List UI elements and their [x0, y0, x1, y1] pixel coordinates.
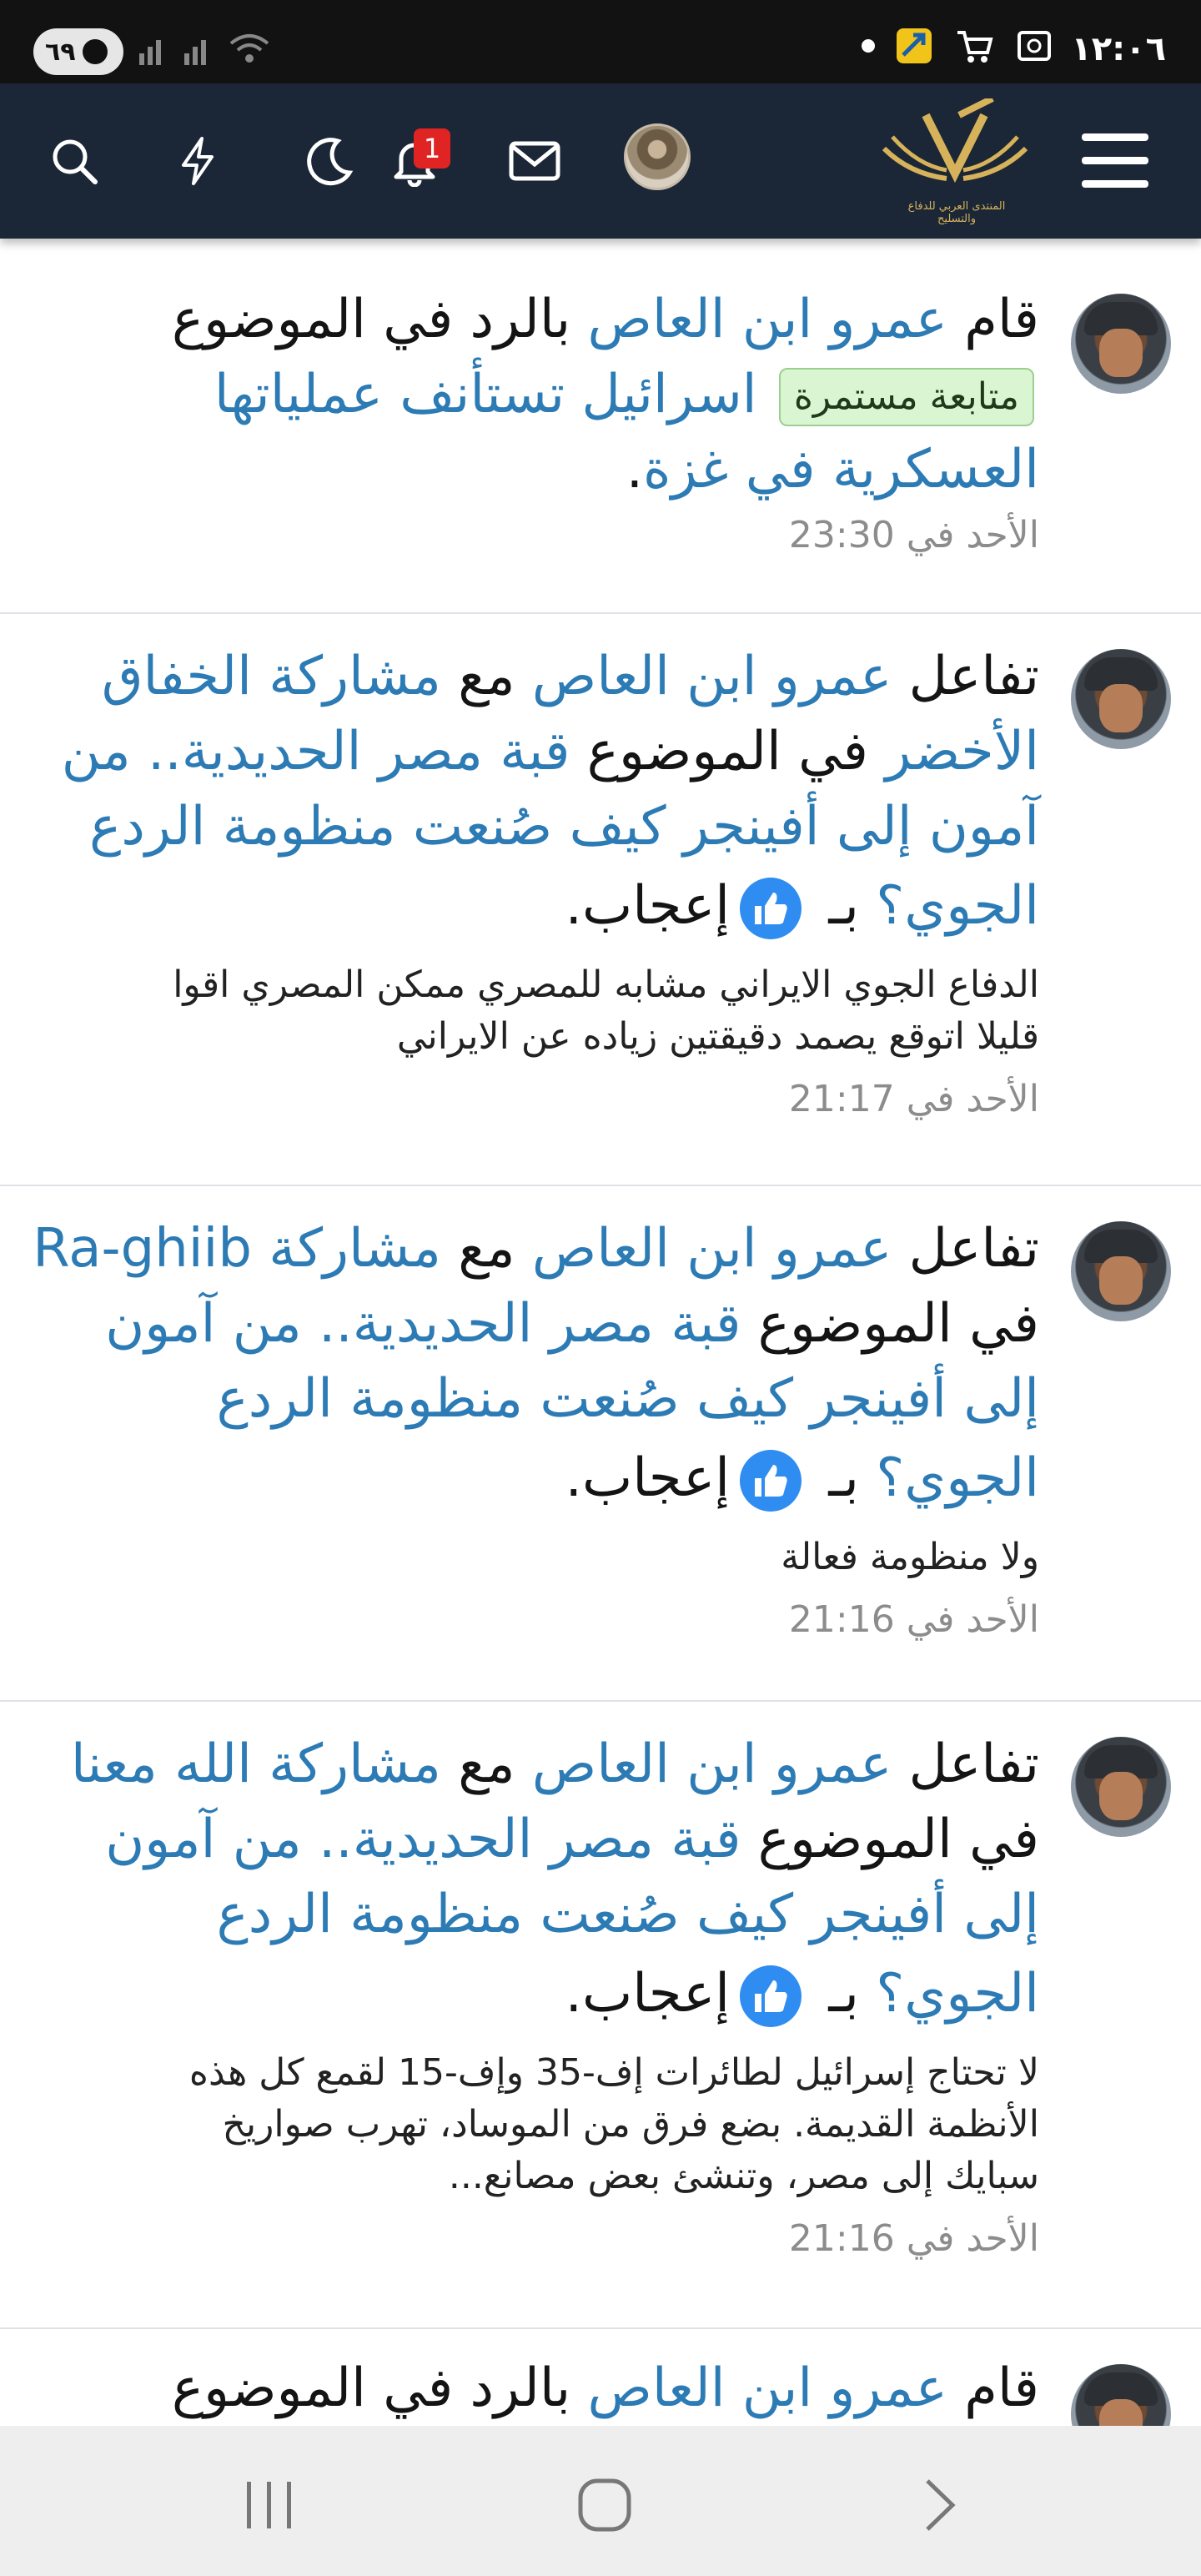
activity-line: [38, 1802, 1039, 1877]
envelope-icon[interactable]: [497, 123, 572, 199]
post-snippet: ولا منظومة فعالة: [781, 1536, 1039, 1578]
post-link[interactable]: مشاركة الله معنا: [70, 1733, 441, 1795]
battery-level: ٦٩: [45, 37, 76, 67]
text: بـ: [812, 1447, 877, 1509]
thread-link[interactable]: إلى أفينجر كيف صُنعت منظومة الردع: [216, 1368, 1039, 1430]
timestamp[interactable]: الأحد في 23:30: [788, 514, 1039, 556]
status-icons-left: [138, 32, 271, 70]
user-link[interactable]: عمرو ابن العاص: [531, 1218, 892, 1280]
menu-icon[interactable]: [1078, 123, 1153, 199]
reaction-label: إعجاب.: [565, 875, 731, 937]
activity-line: [38, 1361, 1039, 1436]
text: في الموضوع: [741, 1293, 1039, 1355]
post-snippet: سبايك إلى مصر، وتنشئ بعض مصانع...: [448, 2155, 1039, 2197]
post-link[interactable]: الأخضر: [885, 721, 1039, 782]
thread-link[interactable]: قبة مصر الحديدية.. من آمون: [105, 1293, 741, 1355]
moon-icon[interactable]: [292, 123, 367, 199]
activity-feed: [0, 250, 1201, 2496]
home-icon[interactable]: [567, 2468, 642, 2543]
activity-line: [33, 1211, 1039, 1286]
activity-line: [38, 864, 1039, 948]
post-snippet: قليلا اتوقع يصمد دقيقتين زياده عن الايراني: [396, 1015, 1039, 1058]
text: مع: [440, 646, 532, 707]
avatar[interactable]: [1071, 649, 1171, 749]
system-nav-bar: [0, 2426, 1201, 2576]
text: بالرد في الموضوع: [171, 289, 588, 350]
recents-icon[interactable]: [232, 2468, 307, 2543]
notification-badge: 1: [414, 128, 450, 169]
text: قام: [947, 289, 1039, 350]
screenshot-icon: [1013, 25, 1055, 67]
activity-line: [38, 357, 1039, 432]
post-link[interactable]: مشاركة الخفاق: [101, 646, 441, 707]
thread-link[interactable]: الجوي؟: [876, 1963, 1039, 2025]
avatar[interactable]: [1071, 294, 1171, 394]
dot-icon: [862, 39, 875, 53]
thread-prefix-tag: متابعة مستمرة: [779, 368, 1034, 426]
post-snippet: لا تحتاج إسرائيل لطائرات إف-35 وإف-15 لقمع كل هذه: [188, 2051, 1039, 2094]
user-link[interactable]: عمرو ابن العاص: [531, 646, 892, 707]
thread-link[interactable]: العسكرية في غزة: [643, 439, 1039, 501]
activity-line: [38, 789, 1039, 864]
thread-link[interactable]: إلى أفينجر كيف صُنعت منظومة الردع: [216, 1884, 1039, 1945]
text: في الموضوع: [570, 721, 886, 782]
post-snippet: الأنظمة القديمة. بضع فرق من الموساد، تهرب صواريخ: [222, 2103, 1039, 2146]
list-item[interactable]: [0, 614, 1201, 1186]
activity-line: [38, 1436, 1039, 1520]
clock: ١٢:٠٦: [1071, 30, 1166, 68]
battery-indicator: [33, 28, 123, 75]
app-notification-icon: [893, 25, 935, 67]
activity-line: [38, 2351, 1039, 2426]
thread-link[interactable]: الجوي؟: [876, 1447, 1039, 1509]
reaction-label: إعجاب.: [565, 1963, 731, 2025]
status-bar: [0, 0, 1201, 83]
text: تفاعل: [892, 1218, 1039, 1280]
avatar[interactable]: [1071, 1737, 1171, 1837]
leaf-icon: [83, 39, 108, 64]
list-item[interactable]: [0, 250, 1201, 614]
timestamp[interactable]: الأحد في 21:16: [788, 2217, 1039, 2260]
thread-link[interactable]: قبة مصر الحديدية.. من: [61, 721, 570, 782]
chevron-right-icon[interactable]: [902, 2468, 977, 2543]
like-icon: [740, 1965, 802, 2027]
post-link[interactable]: مشاركة Ra-ghiib: [33, 1218, 441, 1280]
text: قام: [947, 2357, 1039, 2419]
thread-link[interactable]: آمون إلى أفينجر كيف صُنعت منظومة الردع: [89, 796, 1039, 858]
user-link[interactable]: عمرو ابن العاص: [587, 289, 947, 350]
text: تفاعل: [892, 1733, 1039, 1795]
reaction-label: إعجاب.: [565, 1447, 731, 1509]
status-icons-right: [855, 25, 1055, 67]
activity-line: [38, 1877, 1039, 1952]
activity-line: [38, 1952, 1039, 2035]
activity-line: [38, 282, 1039, 357]
text: بـ: [812, 875, 877, 937]
user-link[interactable]: عمرو ابن العاص: [531, 1733, 892, 1795]
activity-line: [38, 432, 1039, 507]
text: .: [626, 439, 644, 501]
text: بـ: [812, 1963, 877, 2025]
timestamp[interactable]: الأحد في 21:17: [788, 1078, 1039, 1120]
lightning-icon[interactable]: [160, 123, 235, 199]
list-item[interactable]: [0, 1702, 1201, 2329]
timestamp[interactable]: الأحد في 21:16: [788, 1598, 1039, 1641]
user-link[interactable]: عمرو ابن العاص: [587, 2357, 947, 2419]
thread-link[interactable]: قبة مصر الحديدية.. من آمون: [105, 1809, 741, 1870]
text: مع: [440, 1733, 532, 1795]
thread-link[interactable]: الجوي؟: [876, 875, 1039, 937]
user-avatar[interactable]: [624, 123, 691, 190]
activity-line: [38, 714, 1039, 789]
signal-icon: [183, 33, 216, 70]
post-snippet: الدفاع الجوي الايراني مشابه للمصري ممكن المصري اقوا: [173, 963, 1039, 1006]
avatar[interactable]: [1071, 1221, 1171, 1321]
activity-line: [38, 1286, 1039, 1361]
search-icon[interactable]: [37, 123, 112, 199]
cart-icon: [953, 25, 995, 67]
list-item[interactable]: [0, 1186, 1201, 1702]
activity-line: [38, 639, 1039, 714]
text: بالرد في الموضوع: [171, 2357, 588, 2419]
thread-link[interactable]: اسرائيل تستأنف عملياتها: [214, 364, 774, 425]
like-icon: [740, 878, 802, 939]
text: في الموضوع: [741, 1809, 1039, 1870]
wifi-icon: [228, 32, 271, 70]
text: مع: [440, 1218, 532, 1280]
bell-icon[interactable]: [377, 123, 452, 199]
like-icon: [740, 1450, 802, 1512]
logo-caption: المنتدى العربي للدفاع والتسليح: [907, 200, 1006, 225]
text: تفاعل: [892, 646, 1039, 707]
signal-icon: [138, 33, 171, 70]
activity-line: [38, 1727, 1039, 1802]
